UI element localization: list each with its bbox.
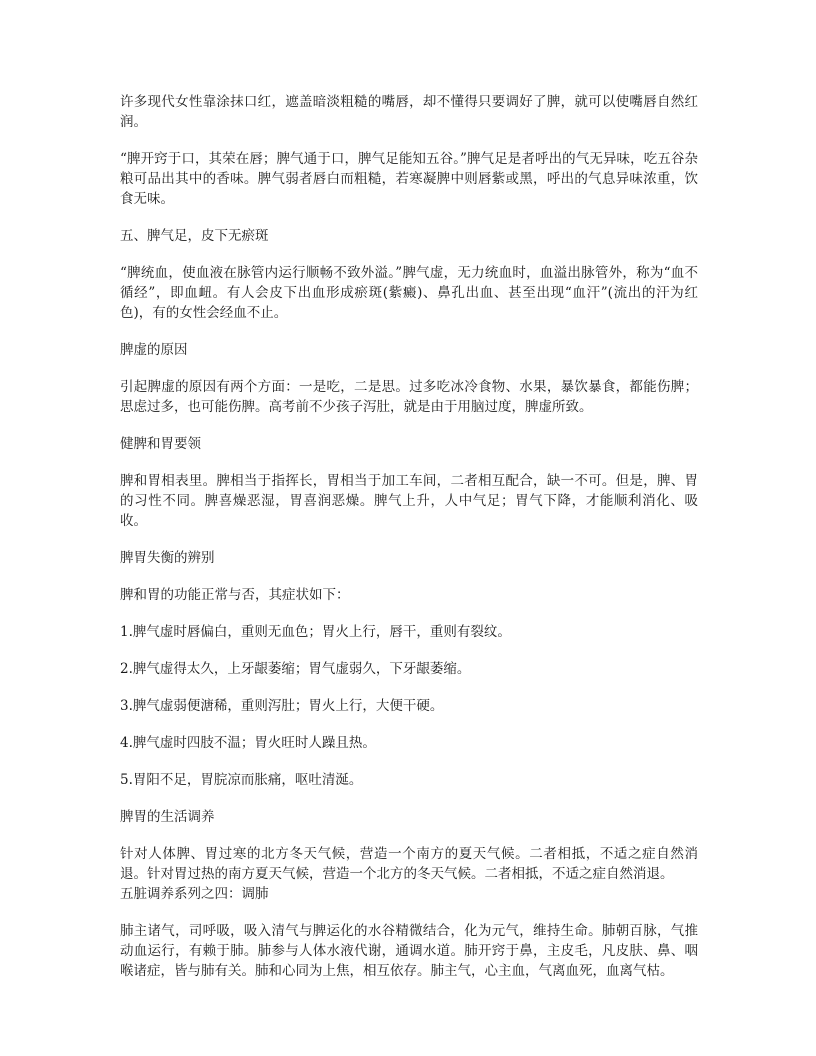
list-item-symptom-4: 4.脾气虚时四肢不温；胃火旺时人躁且热。 (120, 735, 376, 751)
list-item-symptom-5: 5.胃阳不足，胃脘凉而胀痛，呕吐清涎。 (120, 772, 363, 788)
section-heading-lifestyle-care: 脾胃的生活调养 (120, 809, 215, 825)
paragraph-deficiency-causes: 引起脾虚的原因有两个方面：一是吃，二是思。过多吃冰冷食物、水果，暴饮暴食，都能伤脾；思虑过多，也可能伤脾。高考前不少孩子泻肚，就是由于用脑过度，脾虚所致。 (120, 379, 698, 415)
list-item-symptom-2: 2.脾气虚得太久，上牙龈萎缩；胃气虚弱久，下牙龈萎缩。 (120, 661, 471, 677)
section-heading-imbalance-identification: 脾胃失衡的辨别 (120, 550, 215, 566)
paragraph-climate-balance: 针对人体脾、胃过寒的北方冬天气候，营造一个南方的夏天气候。二者相抵，不适之症自然消退。针对胃过热的南方夏天气候，营造一个北方的冬天气候。二者相抵，不适之症自然消退。 (120, 846, 698, 882)
paragraph-symptoms-intro: 脾和胃的功能正常与否，其症状如下： (120, 587, 350, 603)
paragraph-spleen-blood: “脾统血，使血液在脉管内运行顺畅不致外溢。”脾气虚，无力统血时，血溢出脉管外，称为“血不循经”，即血衄。有人会皮下出血形成瘀斑(紫癜)、鼻孔出血、甚至出现“血汗”(流出的汗为红色)，有的女性会经血不止。 (120, 265, 698, 321)
paragraph-lung-functions: 肺主诸气，司呼吸，吸入清气与脾运化的水谷精微结合，化为元气，维持生命。肺朝百脉，气推动血运行，有赖于肺。肺参与人体水液代谢，通调水道。肺开窍于鼻，主皮毛，凡皮肤、鼻、咽喉诸症，皆与肺有关。肺和心同为上焦，相互依存。肺主气，心主血，气离血死，血离气枯。 (120, 923, 698, 979)
paragraph-spleen-mouth: “脾开窍于口，其荣在唇；脾气通于口，脾气足能知五谷。”脾气足是者呼出的气无异味，吃五谷杂粮可品出其中的香味。脾气弱者唇白而粗糙，若寒凝脾中则唇紫或黑，呼出的气息异味浓重，饮食无味。 (120, 151, 698, 207)
list-item-symptom-1: 1.脾气虚时唇偏白，重则无血色；胃火上行，唇干，重则有裂纹。 (120, 624, 511, 640)
section-heading-spleen-stomach-tips: 健脾和胃要领 (120, 436, 201, 452)
document-body (120, 92, 698, 998)
paragraph-lipstick-intro: 许多现代女性靠涂抹口红，遮盖暗淡粗糙的嘴唇，却不懂得只要调好了脾，就可以使嘴唇自然红润。 (120, 94, 698, 130)
section-heading-no-bruises: 五、脾气足，皮下无瘀斑 (120, 228, 269, 244)
section-heading-spleen-deficiency-causes: 脾虚的原因 (120, 342, 188, 358)
section-heading-lung-care: 五脏调养系列之四：调肺 (120, 886, 269, 902)
list-item-symptom-3: 3.脾气虚弱便溏稀，重则泻肚；胃火上行，大便干硬。 (120, 698, 444, 714)
paragraph-spleen-stomach-relation: 脾和胃相表里。脾相当于指挥长，胃相当于加工车间，二者相互配合，缺一不可。但是，脾、胃的习性不同。脾喜燥恶湿，胃喜润恶燥。脾气上升，人中气足；胃气下降，才能顺利消化、吸收。 (120, 473, 698, 529)
